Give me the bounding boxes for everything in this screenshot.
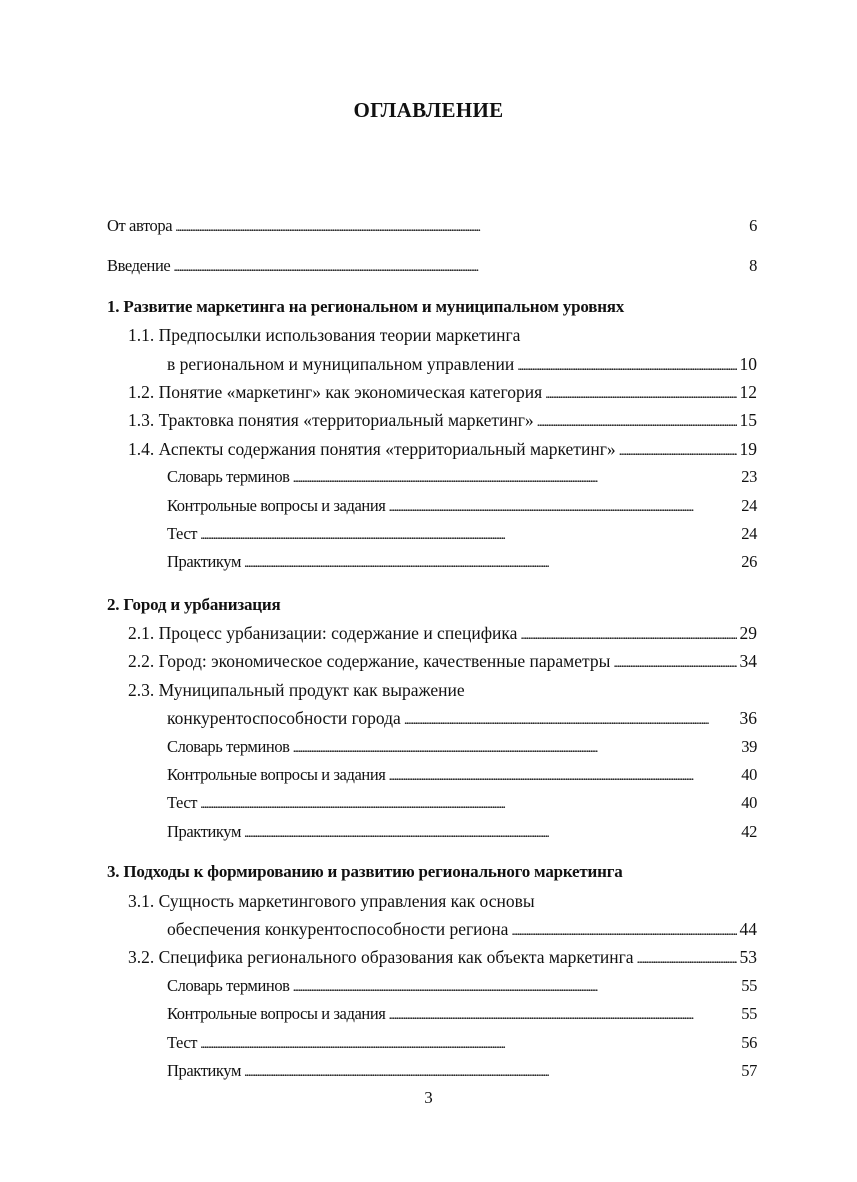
toc-line: [107, 761, 757, 789]
dot-leader: [537, 406, 737, 437]
toc-entry-title: в региональном и муниципальном управлении: [167, 353, 515, 374]
toc-page-number: 42: [741, 821, 757, 841]
toc-entry[interactable]: [107, 972, 757, 1000]
table-of-contents: [107, 212, 757, 1085]
toc-entry-title: Практикум: [167, 821, 241, 841]
toc-entry-title: Словарь терминов: [167, 975, 290, 995]
toc-line: [107, 520, 757, 548]
toc-entry[interactable]: [107, 733, 757, 761]
toc-entry[interactable]: [107, 435, 757, 463]
page-number: 3: [424, 1088, 433, 1107]
toc-entry-title: От автора: [107, 216, 173, 235]
toc-entry-title: Контрольные вопросы и задания: [167, 1004, 386, 1024]
dot-leader: [388, 492, 738, 522]
page-title: ОГЛАВЛЕНИЕ: [353, 98, 504, 122]
toc-page-number: 8: [749, 256, 757, 276]
dot-leader: [293, 972, 739, 1002]
toc-page-number: 36: [739, 708, 757, 729]
toc-page-number: 55: [741, 1004, 757, 1024]
toc-chapter-heading[interactable]: [107, 858, 757, 886]
dot-leader: [404, 704, 737, 735]
dot-leader: [244, 548, 738, 578]
toc-entry[interactable]: [107, 818, 757, 846]
toc-entry[interactable]: [107, 378, 757, 406]
toc-entry-title: конкурентоспособности города: [167, 708, 401, 729]
toc-entry-title: 1. Развитие маркетинга на региональном и муниципальном уровнях: [107, 296, 625, 316]
toc-line: [107, 321, 757, 349]
toc-entry[interactable]: [107, 789, 757, 817]
toc-page-number: 40: [741, 793, 757, 813]
toc-page-number: 12: [739, 381, 757, 402]
toc-entry[interactable]: [107, 1057, 757, 1085]
toc-entry-title: 1.4. Аспекты содержания понятия «территориальный маркетинг»: [128, 438, 616, 459]
toc-entry[interactable]: [107, 1000, 757, 1028]
toc-entry-title: Тест: [167, 523, 198, 543]
toc-line: [107, 676, 757, 704]
toc-line: [107, 943, 757, 971]
toc-page-number: 34: [739, 651, 757, 672]
dot-leader: [388, 761, 738, 791]
toc-line: [107, 1057, 757, 1085]
toc-page-number: 29: [739, 623, 757, 644]
toc-page-number: 23: [741, 467, 757, 487]
dot-leader: [244, 1057, 738, 1087]
toc-line: [107, 789, 757, 817]
toc-entry[interactable]: [107, 492, 757, 520]
toc-entry-title: обеспечения конкурентоспособности региона: [167, 918, 509, 939]
toc-line: [107, 915, 757, 943]
toc-entry[interactable]: [107, 406, 757, 434]
toc-line: [107, 492, 757, 520]
toc-line: [107, 818, 757, 846]
toc-entry-title: 3.2. Специфика регионального образования как объекта маркетинга: [128, 947, 634, 968]
toc-line: [107, 1029, 757, 1057]
toc-entry-title: Тест: [167, 793, 198, 813]
toc-entry[interactable]: [107, 647, 757, 675]
toc-entry[interactable]: [107, 548, 757, 576]
toc-entry[interactable]: [107, 943, 757, 971]
toc-entry-title: Практикум: [167, 552, 241, 572]
toc-page-number: 24: [741, 523, 757, 543]
toc-line: [107, 463, 757, 491]
toc-page-number: 44: [739, 918, 757, 939]
toc-line: [107, 252, 757, 280]
toc-entry-title: Практикум: [167, 1060, 241, 1080]
dot-leader: [244, 818, 738, 848]
toc-entry-title: 3. Подходы к формированию и развитию регионального маркетинга: [107, 862, 623, 882]
dot-leader: [511, 915, 736, 946]
toc-entry-title: 2.1. Процесс урбанизации: содержание и специфика: [128, 623, 518, 644]
toc-line: [107, 406, 757, 434]
toc-entry-title: 2. Город и урбанизация: [107, 594, 281, 614]
toc-entry[interactable]: [107, 761, 757, 789]
toc-line: [107, 647, 757, 675]
toc-entry-title: 1.2. Понятие «маркетинг» как экономическая категория: [128, 381, 543, 402]
toc-entry-title: Введение: [107, 256, 171, 276]
toc-line: [107, 548, 757, 576]
toc-page-number: 15: [739, 410, 757, 431]
toc-page-number: 53: [739, 947, 757, 968]
toc-page-number: 19: [739, 438, 757, 459]
toc-entry-title: 1.3. Трактовка понятия «территориальный маркетинг»: [128, 410, 534, 431]
dot-leader: [200, 1029, 738, 1059]
dot-leader: [388, 1000, 738, 1030]
dot-leader: [293, 733, 739, 763]
toc-line: [107, 378, 757, 406]
toc-page-number: 6: [749, 216, 757, 235]
toc-entry[interactable]: [107, 676, 757, 733]
toc-page-number: 26: [741, 552, 757, 572]
toc-entry[interactable]: [107, 463, 757, 491]
toc-entry[interactable]: [107, 321, 757, 378]
toc-entry[interactable]: [107, 252, 757, 280]
dot-leader: [619, 435, 737, 466]
toc-entry-title: Словарь терминов: [167, 736, 290, 756]
toc-entry-title: 1.1. Предпосылки использования теории маркетинга: [128, 325, 521, 346]
toc-line: [107, 350, 757, 378]
dot-leader: [517, 350, 736, 381]
toc-line: [107, 704, 757, 732]
toc-line: [107, 887, 757, 915]
toc-entry[interactable]: [107, 212, 757, 240]
dot-leader: [637, 943, 737, 974]
toc-entry-title: 3.1. Сущность маркетингового управления как основы: [128, 890, 535, 911]
toc-entry-title: Контрольные вопросы и задания: [167, 765, 386, 785]
toc-entry-title: 2.3. Муниципальный продукт как выражение: [128, 679, 465, 700]
toc-page-number: 57: [741, 1060, 757, 1080]
toc-page-number: 39: [741, 736, 757, 756]
toc-line: [107, 858, 757, 886]
toc-line: [107, 591, 757, 619]
toc-entry-title: 2.2. Город: экономическое содержание, качественные параметры: [128, 651, 611, 672]
toc-page-number: 40: [741, 765, 757, 785]
toc-entry[interactable]: [107, 520, 757, 548]
toc-line: [107, 293, 757, 321]
toc-line: [107, 619, 757, 647]
toc-line: [107, 733, 757, 761]
dot-leader: [200, 789, 738, 819]
toc-page-number: 24: [741, 495, 757, 515]
toc-chapter-heading[interactable]: [107, 293, 757, 321]
toc-page-number: 56: [741, 1032, 757, 1052]
dot-leader: [175, 212, 746, 242]
toc-page-number: 55: [741, 975, 757, 995]
dot-leader: [200, 520, 738, 550]
toc-line: [107, 435, 757, 463]
dot-leader: [173, 252, 746, 282]
toc-entry-title: Словарь терминов: [167, 467, 290, 487]
dot-leader: [613, 647, 736, 678]
dot-leader: [545, 378, 736, 409]
dot-leader: [293, 463, 739, 493]
toc-line: [107, 212, 757, 240]
toc-entry-title: Контрольные вопросы и задания: [167, 495, 386, 515]
toc-line: [107, 1000, 757, 1028]
toc-chapter-heading[interactable]: [107, 591, 757, 619]
toc-entry[interactable]: [107, 1029, 757, 1057]
toc-entry[interactable]: [107, 619, 757, 647]
toc-entry[interactable]: [107, 887, 757, 944]
toc-line: [107, 972, 757, 1000]
toc-page-number: 10: [739, 353, 757, 374]
dot-leader: [520, 619, 736, 650]
toc-entry-title: Тест: [167, 1032, 198, 1052]
